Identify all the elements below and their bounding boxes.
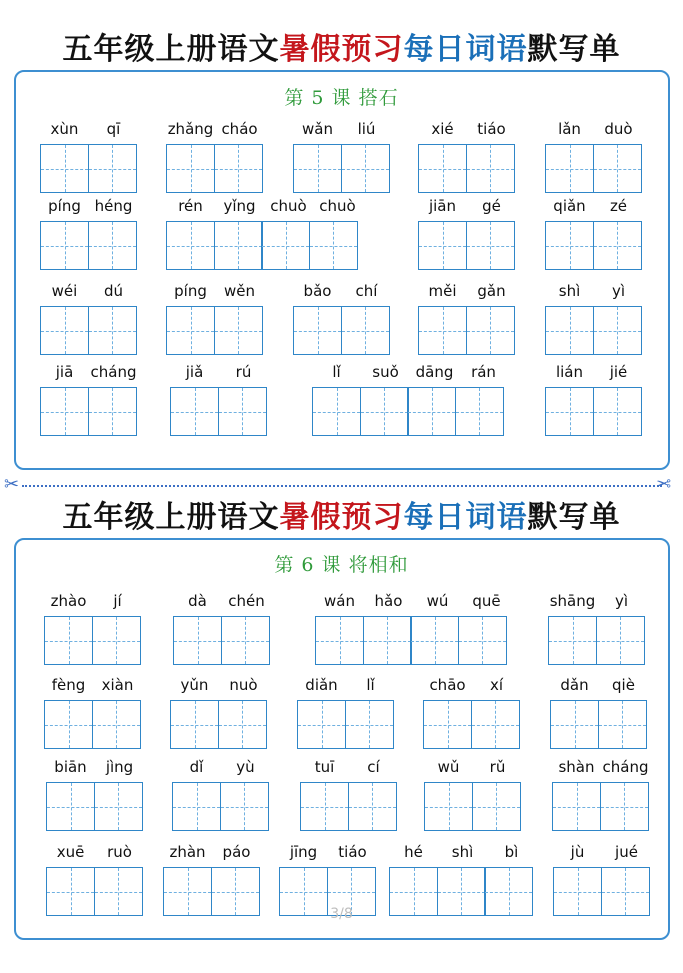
- pinyin-syllable: biān: [54, 758, 87, 776]
- writing-grid: [297, 700, 395, 749]
- pinyin-syllable: zhàn: [169, 843, 206, 861]
- writing-grid: [545, 221, 643, 270]
- word-item: [552, 756, 650, 831]
- writing-grid: [548, 616, 646, 665]
- pinyin-syllable: xuē: [56, 843, 85, 861]
- writing-grid: [545, 306, 643, 355]
- word-item: [166, 195, 362, 270]
- word-item: [418, 280, 516, 355]
- pinyin-row: [279, 841, 377, 863]
- tianzige-cell[interactable]: [593, 221, 642, 270]
- tianzige-cell[interactable]: [315, 616, 364, 665]
- writing-grid: [44, 616, 142, 665]
- tianzige-cell[interactable]: [88, 387, 137, 436]
- word-item: [172, 756, 270, 831]
- pinyin-syllable: bǎo: [303, 282, 332, 300]
- pinyin-syllable: jìng: [105, 758, 134, 776]
- tianzige-cell[interactable]: [360, 387, 409, 436]
- word-item: [279, 841, 377, 916]
- writing-grid: [40, 144, 138, 193]
- pinyin-row: [300, 756, 398, 778]
- tianzige-cell[interactable]: [345, 700, 394, 749]
- pinyin-syllable: lǐ: [332, 363, 341, 381]
- pinyin-syllable: yì: [611, 282, 626, 300]
- pinyin-row: [166, 118, 264, 140]
- writing-grid: [293, 144, 391, 193]
- pinyin-row: [418, 195, 516, 217]
- pinyin-syllable: jiā: [55, 363, 74, 381]
- pinyin-syllable: rán: [471, 363, 496, 381]
- pinyin-syllable: chuò: [270, 197, 307, 215]
- tianzige-cell[interactable]: [170, 387, 219, 436]
- pinyin-row: [170, 361, 268, 383]
- pinyin-row: [548, 590, 646, 612]
- word-item: [40, 118, 138, 193]
- tianzige-cell[interactable]: [166, 306, 215, 355]
- pinyin-syllable: dǐ: [189, 758, 204, 776]
- title-part-dictation: 默写单: [527, 500, 621, 535]
- tianzige-cell[interactable]: [312, 387, 361, 436]
- tianzige-cell[interactable]: [471, 700, 520, 749]
- word-item: [44, 590, 142, 665]
- pinyin-syllable: lǐ: [366, 676, 375, 694]
- word-item: [40, 280, 138, 355]
- pinyin-row: [312, 361, 508, 383]
- pinyin-syllable: cháng: [90, 363, 137, 381]
- page-number: 3/8: [330, 906, 353, 922]
- pinyin-row: [293, 280, 391, 302]
- pinyin-syllable: héng: [94, 197, 133, 215]
- writing-grid: [166, 306, 264, 355]
- pinyin-row: [166, 195, 362, 217]
- tianzige-cell[interactable]: [418, 306, 467, 355]
- writing-grid: [545, 387, 643, 436]
- cut-line-divider: [22, 485, 662, 487]
- tianzige-cell[interactable]: [166, 221, 215, 270]
- pinyin-syllable: hǎo: [374, 592, 403, 610]
- pinyin-row: [545, 280, 643, 302]
- writing-grid: [170, 700, 268, 749]
- tianzige-cell[interactable]: [293, 306, 342, 355]
- tianzige-cell[interactable]: [172, 782, 221, 831]
- pinyin-row: [173, 590, 271, 612]
- word-item: [46, 756, 144, 831]
- writing-grid: [418, 144, 516, 193]
- pinyin-syllable: suǒ: [372, 363, 399, 381]
- pinyin-row: [423, 674, 521, 696]
- pinyin-row: [424, 756, 522, 778]
- word-item: [312, 361, 508, 436]
- writing-grid: [423, 700, 521, 749]
- pinyin-syllable: dà: [188, 592, 207, 610]
- pinyin-row: [46, 841, 144, 863]
- word-item: [40, 195, 138, 270]
- lesson-title: 第 5 课 搭石: [284, 87, 399, 109]
- tianzige-cell[interactable]: [458, 616, 507, 665]
- tianzige-cell[interactable]: [300, 782, 349, 831]
- tianzige-cell[interactable]: [341, 306, 390, 355]
- pinyin-syllable: jué: [615, 843, 638, 861]
- pinyin-syllable: zhào: [50, 592, 87, 610]
- pinyin-row: [40, 361, 138, 383]
- word-item: [297, 674, 395, 749]
- scissors-icon: ✂: [4, 474, 20, 495]
- pinyin-syllable: yù: [236, 758, 255, 776]
- tianzige-cell[interactable]: [598, 700, 647, 749]
- word-item: [163, 841, 261, 916]
- tianzige-cell[interactable]: [94, 782, 143, 831]
- pinyin-syllable: chén: [228, 592, 265, 610]
- pinyin-syllable: gé: [482, 197, 501, 215]
- tianzige-cell[interactable]: [46, 782, 95, 831]
- word-item: [44, 674, 142, 749]
- pinyin-syllable: cháo: [221, 120, 258, 138]
- tianzige-cell[interactable]: [593, 387, 642, 436]
- pinyin-syllable: quē: [472, 592, 501, 610]
- word-item: [166, 280, 264, 355]
- pinyin-syllable: wú: [426, 592, 449, 610]
- pinyin-syllable: dú: [103, 282, 124, 300]
- word-item: [166, 118, 264, 193]
- tianzige-cell[interactable]: [214, 306, 263, 355]
- writing-grid: [550, 700, 648, 749]
- tianzige-cell[interactable]: [214, 144, 263, 193]
- tianzige-cell[interactable]: [418, 144, 467, 193]
- pinyin-syllable: tiáo: [338, 843, 367, 861]
- word-item: [40, 361, 138, 436]
- pinyin-syllable: shāng: [549, 592, 596, 610]
- pinyin-syllable: měi: [428, 282, 457, 300]
- writing-grid: [40, 387, 138, 436]
- pinyin-syllable: lián: [555, 363, 584, 381]
- word-item: [423, 674, 521, 749]
- pinyin-row: [293, 118, 391, 140]
- tianzige-cell[interactable]: [545, 306, 594, 355]
- tianzige-cell[interactable]: [40, 221, 89, 270]
- tianzige-cell[interactable]: [593, 144, 642, 193]
- pinyin-syllable: liú: [357, 120, 376, 138]
- tianzige-cell[interactable]: [40, 306, 89, 355]
- pinyin-syllable: jiān: [428, 197, 457, 215]
- pinyin-row: [40, 280, 138, 302]
- word-item: [418, 195, 516, 270]
- title-part-grade: 五年级上册语文: [62, 500, 280, 535]
- pinyin-syllable: xié: [431, 120, 454, 138]
- tianzige-cell[interactable]: [348, 782, 397, 831]
- tianzige-cell[interactable]: [92, 700, 141, 749]
- writing-grid: [545, 144, 643, 193]
- pinyin-syllable: rén: [178, 197, 203, 215]
- pinyin-syllable: xùn: [50, 120, 79, 138]
- writing-grid: [315, 616, 511, 665]
- tianzige-cell[interactable]: [166, 144, 215, 193]
- pinyin-syllable: rǔ: [489, 758, 506, 776]
- tianzige-cell[interactable]: [407, 387, 456, 436]
- pinyin-row: [170, 674, 268, 696]
- pinyin-syllable: páo: [222, 843, 251, 861]
- writing-grid: [173, 616, 271, 665]
- pinyin-syllable: zhǎng: [167, 120, 214, 138]
- word-item: [418, 118, 516, 193]
- tianzige-cell[interactable]: [218, 700, 267, 749]
- tianzige-cell[interactable]: [472, 782, 521, 831]
- pinyin-row: [44, 590, 142, 612]
- word-item: [300, 756, 398, 831]
- writing-grid: [166, 144, 264, 193]
- tianzige-cell[interactable]: [40, 144, 89, 193]
- writing-grid: [552, 782, 650, 831]
- writing-grid: [418, 306, 516, 355]
- pinyin-row: [545, 195, 643, 217]
- pinyin-syllable: shì: [558, 282, 581, 300]
- pinyin-syllable: hé: [404, 843, 423, 861]
- title-part-daily: 每日词语: [403, 500, 528, 535]
- tianzige-cell[interactable]: [44, 616, 93, 665]
- word-item: [545, 361, 643, 436]
- pinyin-syllable: diǎn: [305, 676, 338, 694]
- pinyin-syllable: chí: [355, 282, 378, 300]
- tianzige-cell[interactable]: [600, 782, 649, 831]
- pinyin-syllable: wán: [324, 592, 355, 610]
- title-part-preview: 暑假预习: [279, 32, 404, 67]
- tianzige-cell[interactable]: [545, 387, 594, 436]
- pinyin-syllable: fèng: [51, 676, 86, 694]
- pinyin-syllable: cí: [367, 758, 380, 776]
- pinyin-syllable: shì: [451, 843, 474, 861]
- pinyin-row: [40, 195, 138, 217]
- pinyin-syllable: píng: [48, 197, 81, 215]
- tianzige-cell[interactable]: [88, 144, 137, 193]
- word-item: [389, 841, 536, 916]
- tianzige-cell[interactable]: [548, 616, 597, 665]
- tianzige-cell[interactable]: [261, 221, 310, 270]
- title-part-preview: 暑假预习: [279, 500, 404, 535]
- pinyin-syllable: ruò: [107, 843, 132, 861]
- title-part-grade: 五年级上册语文: [62, 32, 280, 67]
- writing-grid: [300, 782, 398, 831]
- tianzige-cell[interactable]: [309, 221, 358, 270]
- pinyin-syllable: chuò: [319, 197, 356, 215]
- lesson-title: 第 6 课 将相和: [274, 554, 409, 576]
- sheet-title: [0, 30, 683, 70]
- pinyin-syllable: yì: [614, 592, 629, 610]
- pinyin-syllable: tiáo: [477, 120, 506, 138]
- tianzige-cell[interactable]: [410, 616, 459, 665]
- tianzige-cell[interactable]: [466, 221, 515, 270]
- pinyin-syllable: wǎn: [302, 120, 333, 138]
- tianzige-cell[interactable]: [297, 700, 346, 749]
- writing-grid: [166, 221, 362, 270]
- word-item: [315, 590, 511, 665]
- tianzige-cell[interactable]: [550, 700, 599, 749]
- word-item: [173, 590, 271, 665]
- writing-grid: [293, 306, 391, 355]
- word-item: [293, 280, 391, 355]
- pinyin-syllable: yǐng: [223, 197, 256, 215]
- pinyin-syllable: xí: [489, 676, 504, 694]
- pinyin-row: [297, 674, 395, 696]
- pinyin-syllable: bì: [504, 843, 519, 861]
- tianzige-cell[interactable]: [455, 387, 504, 436]
- pinyin-syllable: shàn: [558, 758, 595, 776]
- pinyin-syllable: zé: [609, 197, 628, 215]
- pinyin-row: [389, 841, 536, 863]
- title-part-dictation: 默写单: [527, 32, 621, 67]
- tianzige-cell[interactable]: [88, 221, 137, 270]
- tianzige-cell[interactable]: [214, 221, 263, 270]
- pinyin-row: [550, 674, 648, 696]
- writing-grid: [172, 782, 270, 831]
- tianzige-cell[interactable]: [545, 221, 594, 270]
- title-part-daily: 每日词语: [403, 32, 528, 67]
- pinyin-syllable: jù: [570, 843, 585, 861]
- pinyin-syllable: lǎn: [558, 120, 581, 138]
- tianzige-cell[interactable]: [92, 616, 141, 665]
- pinyin-syllable: jiǎ: [185, 363, 204, 381]
- pinyin-syllable: qiǎn: [553, 197, 586, 215]
- tianzige-cell[interactable]: [293, 144, 342, 193]
- tianzige-cell[interactable]: [44, 700, 93, 749]
- pinyin-syllable: wǔ: [437, 758, 460, 776]
- tianzige-cell[interactable]: [363, 616, 412, 665]
- tianzige-cell[interactable]: [466, 306, 515, 355]
- word-item: [46, 841, 144, 916]
- pinyin-row: [418, 118, 516, 140]
- writing-grid: [46, 782, 144, 831]
- pinyin-syllable: xiàn: [101, 676, 134, 694]
- word-item: [293, 118, 391, 193]
- tianzige-cell[interactable]: [221, 616, 270, 665]
- writing-grid: [312, 387, 508, 436]
- scissors-icon: ✂: [656, 474, 672, 495]
- tianzige-cell[interactable]: [593, 306, 642, 355]
- word-item: [545, 195, 643, 270]
- pinyin-syllable: chāo: [429, 676, 466, 694]
- pinyin-syllable: duò: [604, 120, 633, 138]
- pinyin-row: [552, 756, 650, 778]
- tianzige-cell[interactable]: [40, 387, 89, 436]
- pinyin-syllable: wéi: [51, 282, 78, 300]
- pinyin-syllable: tuī: [314, 758, 335, 776]
- pinyin-row: [553, 841, 651, 863]
- tianzige-cell[interactable]: [88, 306, 137, 355]
- word-item: [424, 756, 522, 831]
- tianzige-cell[interactable]: [552, 782, 601, 831]
- writing-grid: [44, 700, 142, 749]
- pinyin-syllable: wěn: [223, 282, 255, 300]
- pinyin-syllable: cháng: [602, 758, 649, 776]
- tianzige-cell[interactable]: [341, 144, 390, 193]
- pinyin-syllable: rú: [235, 363, 252, 381]
- tianzige-cell[interactable]: [424, 782, 473, 831]
- tianzige-cell[interactable]: [596, 616, 645, 665]
- writing-grid: [40, 306, 138, 355]
- pinyin-row: [545, 118, 643, 140]
- pinyin-row: [166, 280, 264, 302]
- word-item: [545, 280, 643, 355]
- pinyin-syllable: dāng: [415, 363, 454, 381]
- pinyin-syllable: dǎn: [560, 676, 589, 694]
- tianzige-cell[interactable]: [173, 616, 222, 665]
- word-item: [170, 361, 268, 436]
- pinyin-syllable: qiè: [612, 676, 635, 694]
- writing-grid: [424, 782, 522, 831]
- tianzige-cell[interactable]: [170, 700, 219, 749]
- word-item: [545, 118, 643, 193]
- tianzige-cell[interactable]: [218, 387, 267, 436]
- sheet-title: [0, 498, 683, 538]
- word-item: [548, 590, 646, 665]
- word-item: [550, 674, 648, 749]
- pinyin-syllable: qī: [106, 120, 121, 138]
- pinyin-row: [172, 756, 270, 778]
- pinyin-row: [545, 361, 643, 383]
- word-item: [170, 674, 268, 749]
- pinyin-syllable: jí: [113, 592, 122, 610]
- word-item: [553, 841, 651, 916]
- pinyin-syllable: píng: [174, 282, 207, 300]
- pinyin-row: [418, 280, 516, 302]
- pinyin-syllable: jié: [609, 363, 628, 381]
- pinyin-syllable: jīng: [289, 843, 318, 861]
- pinyin-syllable: gǎn: [477, 282, 506, 300]
- pinyin-row: [40, 118, 138, 140]
- pinyin-syllable: nuò: [229, 676, 258, 694]
- pinyin-row: [46, 756, 144, 778]
- writing-grid: [418, 221, 516, 270]
- pinyin-row: [315, 590, 511, 612]
- tianzige-cell[interactable]: [466, 144, 515, 193]
- pinyin-row: [163, 841, 261, 863]
- tianzige-cell[interactable]: [418, 221, 467, 270]
- tianzige-cell[interactable]: [220, 782, 269, 831]
- tianzige-cell[interactable]: [423, 700, 472, 749]
- tianzige-cell[interactable]: [545, 144, 594, 193]
- writing-grid: [40, 221, 138, 270]
- writing-grid: [170, 387, 268, 436]
- pinyin-syllable: yǔn: [180, 676, 209, 694]
- pinyin-row: [44, 674, 142, 696]
